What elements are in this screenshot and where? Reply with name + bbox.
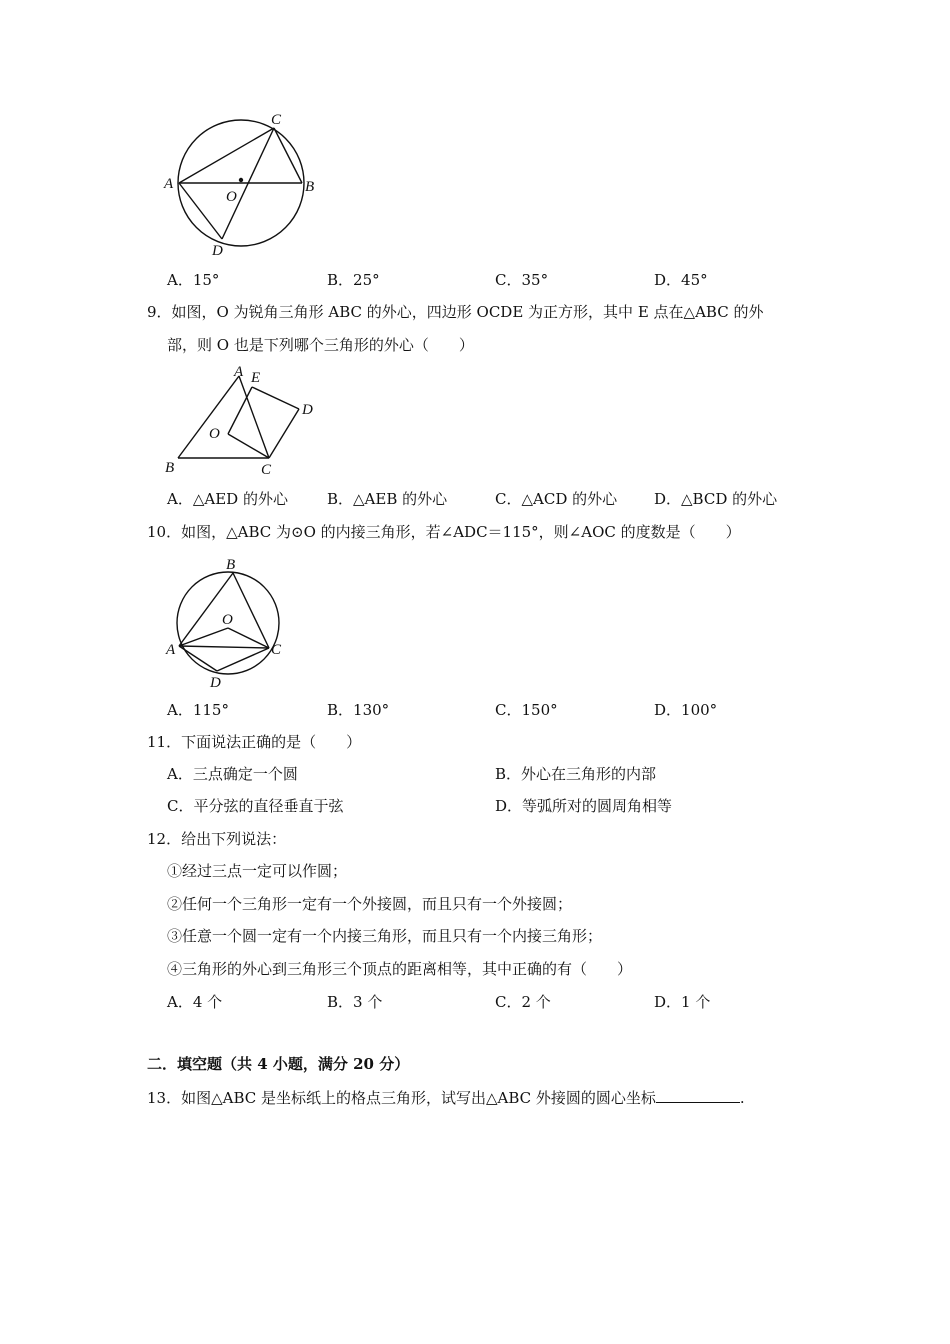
- q10-option-b[interactable]: B．130°: [327, 701, 390, 719]
- q10-circle-figure: [160, 552, 295, 690]
- q9-stem-line2: 部，则 O 也是下列哪个三角形的外心（ ）: [167, 336, 474, 354]
- q12-item-3: ③任意一个圆一定有一个内接三角形，而且只有一个内接三角形；: [167, 927, 603, 945]
- q12-option-b[interactable]: B．3 个: [327, 993, 383, 1011]
- label-d: D: [302, 402, 313, 418]
- label-a: A: [166, 642, 176, 658]
- segment-oc: [228, 434, 269, 458]
- label-c: C: [271, 112, 282, 128]
- q12-stem-line1: 12．给出下列说法：: [147, 830, 287, 848]
- q11-option-c[interactable]: C．平分弦的直径垂直于弦: [167, 797, 344, 815]
- label-o: O: [226, 189, 237, 205]
- section-2-heading: 二．填空题（共 4 小题，满分 20 分）: [147, 1055, 410, 1073]
- q11-option-d[interactable]: D．等弧所对的圆周角相等: [495, 797, 673, 815]
- q10-option-c[interactable]: C．150°: [495, 701, 558, 719]
- segment-ab: [178, 376, 239, 458]
- label-o: O: [209, 426, 220, 442]
- q13-text: 13．如图△ABC 是坐标纸上的格点三角形，试写出△ABC 外接圆的圆心坐标: [147, 1089, 656, 1107]
- label-a: A: [164, 176, 174, 192]
- q8-option-b[interactable]: B．25°: [327, 271, 380, 289]
- q12-item-4: ④三角形的外心到三角形三个顶点的距离相等，其中正确的有（ ）: [167, 960, 633, 978]
- q9-option-b[interactable]: B．△AEB 的外心: [327, 490, 448, 508]
- label-o: O: [222, 612, 233, 628]
- q8-option-c[interactable]: C．35°: [495, 271, 549, 289]
- q8-option-a[interactable]: A．15°: [167, 271, 220, 289]
- segment-oe: [228, 387, 252, 434]
- q10-option-a[interactable]: A．115°: [167, 701, 229, 719]
- label-b: B: [305, 179, 315, 195]
- label-b: B: [226, 557, 236, 573]
- q13-end: .: [739, 1089, 745, 1107]
- q12-option-d[interactable]: D．1 个: [654, 993, 711, 1011]
- label-d: D: [210, 675, 221, 690]
- segment-ed: [252, 387, 299, 409]
- q12-option-a[interactable]: A．4 个: [167, 993, 223, 1011]
- label-c: C: [261, 462, 272, 477]
- q10-option-d[interactable]: D．100°: [654, 701, 718, 719]
- q12-option-c[interactable]: C．2 个: [495, 993, 551, 1011]
- q12-item-1: ①经过三点一定可以作圆；: [167, 862, 348, 880]
- segment-ac: [179, 646, 269, 648]
- segment-ac: [179, 128, 274, 183]
- q11-option-a[interactable]: A．三点确定一个圆: [167, 765, 298, 783]
- q11-option-b[interactable]: B．外心在三角形的内部: [495, 765, 657, 783]
- label-e: E: [251, 370, 261, 386]
- q13-answer-blank[interactable]: [656, 1087, 740, 1103]
- label-c: C: [271, 642, 282, 658]
- q9-option-a[interactable]: A．△AED 的外心: [167, 490, 288, 508]
- q9-square-figure: [160, 362, 330, 477]
- center-dot: [239, 178, 243, 182]
- q9-option-c[interactable]: C．△ACD 的外心: [495, 490, 618, 508]
- q9-stem-line1: 9．如图，O 为锐角三角形 ABC 的外心，四边形 OCDE 为正方形，其中 E 点在△ABC 的外: [147, 303, 764, 321]
- segment-ad: [179, 646, 217, 671]
- segment-oc: [228, 628, 269, 648]
- q8-circle-figure: [160, 110, 330, 260]
- segment-dc: [269, 409, 299, 458]
- segment-ab: [179, 573, 233, 646]
- q11-stem-line1: 11．下面说法正确的是（ ）: [147, 733, 362, 751]
- label-b: B: [165, 460, 175, 476]
- label-d: D: [212, 243, 223, 259]
- q9-option-d[interactable]: D．△BCD 的外心: [654, 490, 778, 508]
- q13-stem: [147, 1087, 745, 1108]
- q12-item-2: ②任何一个三角形一定有一个外接圆，而且只有一个外接圆；: [167, 895, 573, 913]
- q10-stem-line1: 10．如图，△ABC 为⊙O 的内接三角形，若∠ADC＝115°，则∠AOC 的度数是（ ）: [147, 523, 741, 541]
- segment-dc: [217, 648, 269, 671]
- label-a: A: [234, 364, 244, 380]
- q8-option-d[interactable]: D．45°: [654, 271, 708, 289]
- segment-bc: [233, 573, 269, 648]
